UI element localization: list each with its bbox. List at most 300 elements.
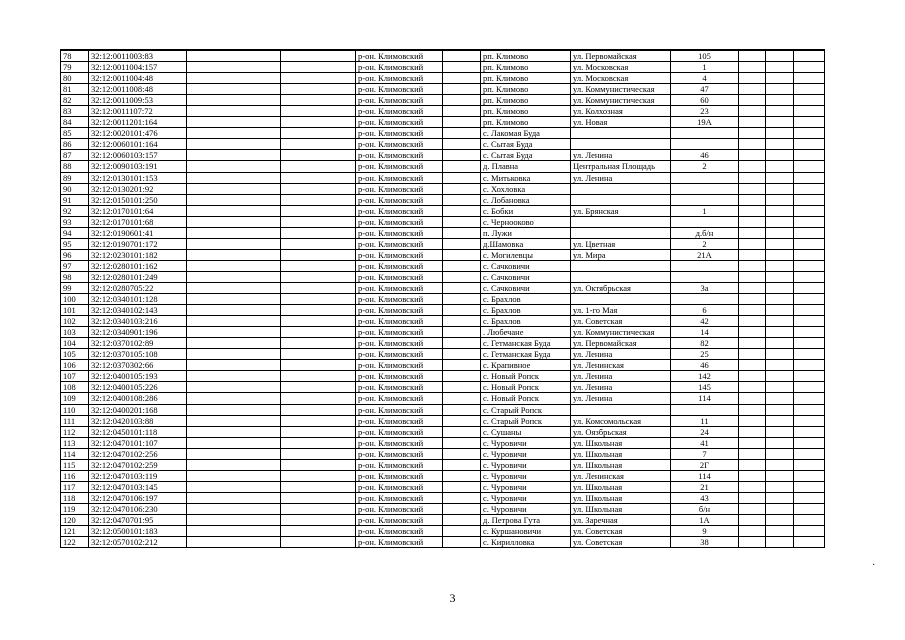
table-cell: 32:12:0011008:48 bbox=[89, 84, 187, 95]
table-cell: с. Новый Ропск bbox=[481, 382, 571, 393]
table-cell: 89 bbox=[61, 172, 89, 183]
table-cell: 103 bbox=[61, 327, 89, 338]
table-cell bbox=[794, 360, 825, 371]
table-cell bbox=[281, 316, 356, 327]
table-cell bbox=[794, 238, 825, 249]
table-cell: с. Старый Ропск bbox=[481, 404, 571, 415]
table-cell bbox=[187, 537, 281, 548]
table-cell: рп. Климово bbox=[481, 84, 571, 95]
table-cell: ул. 1-го Мая bbox=[571, 305, 671, 316]
table-cell bbox=[281, 249, 356, 260]
table-cell bbox=[281, 514, 356, 525]
table-cell: 42 bbox=[671, 316, 739, 327]
table-cell: 32:12:0450101:118 bbox=[89, 426, 187, 437]
table-cell bbox=[443, 194, 481, 205]
table-cell: ул. Советская bbox=[571, 316, 671, 327]
table-cell: 60 bbox=[671, 95, 739, 106]
table-cell bbox=[281, 128, 356, 139]
table-cell: р-он. Климовский bbox=[356, 470, 443, 481]
table-cell bbox=[281, 481, 356, 492]
table-cell bbox=[187, 448, 281, 459]
table-cell bbox=[187, 62, 281, 73]
table-cell bbox=[794, 327, 825, 338]
table-cell bbox=[739, 360, 766, 371]
table-cell: ул. Школьная bbox=[571, 481, 671, 492]
table-cell: ул. Цветная bbox=[571, 238, 671, 249]
table-cell bbox=[794, 503, 825, 514]
table-cell bbox=[281, 426, 356, 437]
table-cell bbox=[571, 183, 671, 194]
table-cell bbox=[794, 404, 825, 415]
table-cell: ул. Ленина bbox=[571, 349, 671, 360]
table-cell bbox=[794, 437, 825, 448]
table-row bbox=[61, 360, 825, 371]
table-cell bbox=[739, 459, 766, 470]
table-cell: 114 bbox=[61, 448, 89, 459]
table-cell: 32:12:0400201:168 bbox=[89, 404, 187, 415]
table-cell bbox=[739, 526, 766, 537]
table-cell bbox=[187, 316, 281, 327]
table-cell: 145 bbox=[671, 382, 739, 393]
table-cell: 19А bbox=[671, 117, 739, 128]
table-cell bbox=[739, 404, 766, 415]
table-cell: 32:12:0230101:182 bbox=[89, 249, 187, 260]
table-cell: с. Чуровичи bbox=[481, 503, 571, 514]
table-cell bbox=[739, 470, 766, 481]
table-cell bbox=[187, 338, 281, 349]
table-cell: 101 bbox=[61, 305, 89, 316]
table-cell bbox=[443, 526, 481, 537]
table-cell bbox=[443, 349, 481, 360]
table-cell bbox=[187, 526, 281, 537]
table-cell: р-он. Климовский bbox=[356, 249, 443, 260]
table-row bbox=[61, 327, 825, 338]
table-row bbox=[61, 294, 825, 305]
table-cell bbox=[739, 437, 766, 448]
table-cell: 47 bbox=[671, 84, 739, 95]
table-cell: 83 bbox=[61, 106, 89, 117]
table-row bbox=[61, 205, 825, 216]
table-cell: 14 bbox=[671, 327, 739, 338]
table-cell bbox=[443, 117, 481, 128]
table-cell: 88 bbox=[61, 161, 89, 172]
table-cell: д.б/н bbox=[671, 227, 739, 238]
table-cell: 82 bbox=[61, 95, 89, 106]
table-cell bbox=[794, 249, 825, 260]
table-cell: ул. Ленинская bbox=[571, 360, 671, 371]
table-cell: 82 bbox=[671, 338, 739, 349]
table-row bbox=[61, 514, 825, 525]
table-cell bbox=[794, 294, 825, 305]
table-cell bbox=[187, 481, 281, 492]
table-row bbox=[61, 481, 825, 492]
table-cell: 142 bbox=[671, 371, 739, 382]
table-cell bbox=[739, 415, 766, 426]
table-cell bbox=[671, 271, 739, 282]
table-cell bbox=[187, 50, 281, 62]
table-cell bbox=[671, 404, 739, 415]
table-cell bbox=[281, 371, 356, 382]
table-cell bbox=[794, 470, 825, 481]
table-cell bbox=[443, 415, 481, 426]
table-cell bbox=[766, 448, 794, 459]
table-cell bbox=[443, 128, 481, 139]
table-cell: 9 bbox=[671, 526, 739, 537]
table-cell bbox=[766, 393, 794, 404]
table-cell bbox=[766, 437, 794, 448]
table-row bbox=[61, 526, 825, 537]
table-cell: ул. Ленина bbox=[571, 172, 671, 183]
table-cell bbox=[766, 117, 794, 128]
table-cell bbox=[766, 294, 794, 305]
table-cell: 112 bbox=[61, 426, 89, 437]
table-cell bbox=[794, 338, 825, 349]
table-cell: д. Плавна bbox=[481, 161, 571, 172]
table-cell bbox=[739, 503, 766, 514]
table-cell bbox=[739, 216, 766, 227]
table-cell bbox=[443, 492, 481, 503]
table-cell bbox=[443, 371, 481, 382]
table-cell: ул. Школьная bbox=[571, 437, 671, 448]
table-cell: с. Чуровичи bbox=[481, 470, 571, 481]
table-cell bbox=[281, 382, 356, 393]
table-cell bbox=[671, 172, 739, 183]
table-cell: 93 bbox=[61, 216, 89, 227]
table-cell: с. Гетманская Буда bbox=[481, 338, 571, 349]
table-row bbox=[61, 371, 825, 382]
table-cell: 32:12:0130101:153 bbox=[89, 172, 187, 183]
table-cell: рп. Климово bbox=[481, 95, 571, 106]
scan-mark: · bbox=[872, 560, 876, 571]
table-cell: 117 bbox=[61, 481, 89, 492]
table-cell bbox=[794, 459, 825, 470]
table-cell: 32:12:0340102:143 bbox=[89, 305, 187, 316]
table-cell bbox=[766, 492, 794, 503]
table-cell: 6 bbox=[671, 305, 739, 316]
table-cell bbox=[794, 128, 825, 139]
table-cell bbox=[187, 260, 281, 271]
table-cell bbox=[794, 194, 825, 205]
table-cell: р-он. Климовский bbox=[356, 150, 443, 161]
table-cell bbox=[739, 161, 766, 172]
property-register-table bbox=[60, 49, 825, 548]
table-cell bbox=[281, 73, 356, 84]
table-cell: ул. Новая bbox=[571, 117, 671, 128]
table-cell bbox=[187, 139, 281, 150]
table-cell bbox=[187, 216, 281, 227]
table-cell bbox=[281, 327, 356, 338]
table-cell: рп. Климово bbox=[481, 106, 571, 117]
table-cell: Центральная Площадь bbox=[571, 161, 671, 172]
table-cell bbox=[766, 260, 794, 271]
table-cell: 109 bbox=[61, 393, 89, 404]
table-cell bbox=[766, 537, 794, 548]
table-cell: 111 bbox=[61, 415, 89, 426]
table-cell: 32:12:0400105:193 bbox=[89, 371, 187, 382]
table-cell bbox=[766, 382, 794, 393]
table-cell bbox=[739, 537, 766, 548]
table-cell: ул. Мира bbox=[571, 249, 671, 260]
table-cell bbox=[766, 62, 794, 73]
table-cell: ул. Ленинская bbox=[571, 470, 671, 481]
table-cell: ул. Оязбрьская bbox=[571, 426, 671, 437]
table-cell: 1 bbox=[671, 62, 739, 73]
table-row bbox=[61, 150, 825, 161]
table-cell: 32:12:0280705:22 bbox=[89, 282, 187, 293]
table-cell bbox=[281, 139, 356, 150]
table-row bbox=[61, 139, 825, 150]
table-cell: 113 bbox=[61, 437, 89, 448]
table-cell bbox=[766, 194, 794, 205]
table-row bbox=[61, 73, 825, 84]
table-cell bbox=[187, 371, 281, 382]
table-cell: с. Сачковичи bbox=[481, 282, 571, 293]
table-cell bbox=[443, 470, 481, 481]
table-cell: с. Сытая Буда bbox=[481, 150, 571, 161]
table-cell bbox=[739, 194, 766, 205]
table-row bbox=[61, 172, 825, 183]
table-row bbox=[61, 216, 825, 227]
table-cell: 102 bbox=[61, 316, 89, 327]
table-cell bbox=[794, 172, 825, 183]
table-cell bbox=[187, 194, 281, 205]
table-cell bbox=[281, 294, 356, 305]
table-cell bbox=[443, 382, 481, 393]
table-cell bbox=[794, 393, 825, 404]
table-cell bbox=[281, 62, 356, 73]
table-cell bbox=[794, 227, 825, 238]
table-cell: д.Шамовка bbox=[481, 238, 571, 249]
table-cell bbox=[739, 62, 766, 73]
table-cell bbox=[766, 73, 794, 84]
table-row bbox=[61, 282, 825, 293]
table-cell: 23 bbox=[671, 106, 739, 117]
table-cell bbox=[443, 62, 481, 73]
table-cell bbox=[187, 106, 281, 117]
table-cell bbox=[766, 106, 794, 117]
table-cell bbox=[281, 205, 356, 216]
table-cell: рп. Климово bbox=[481, 117, 571, 128]
table-cell bbox=[794, 95, 825, 106]
table-cell bbox=[739, 514, 766, 525]
table-row bbox=[61, 393, 825, 404]
table-cell bbox=[739, 426, 766, 437]
table-cell: с. Митьковка bbox=[481, 172, 571, 183]
table-cell bbox=[739, 371, 766, 382]
table-cell bbox=[187, 249, 281, 260]
table-cell bbox=[571, 128, 671, 139]
table-cell bbox=[187, 492, 281, 503]
table-row bbox=[61, 415, 825, 426]
table-row bbox=[61, 448, 825, 459]
table-cell bbox=[281, 117, 356, 128]
table-cell: р-он. Климовский bbox=[356, 161, 443, 172]
table-cell bbox=[766, 139, 794, 150]
table-cell: с. Крапивное bbox=[481, 360, 571, 371]
table-cell bbox=[443, 249, 481, 260]
table-cell: с. Куршановичи bbox=[481, 526, 571, 537]
table-cell: р-он. Климовский bbox=[356, 294, 443, 305]
table-cell: р-он. Климовский bbox=[356, 338, 443, 349]
table-cell: 98 bbox=[61, 271, 89, 282]
table-cell bbox=[766, 338, 794, 349]
table-cell bbox=[739, 50, 766, 62]
table-cell bbox=[443, 437, 481, 448]
table-cell bbox=[443, 426, 481, 437]
table-cell: 41 bbox=[671, 437, 739, 448]
table-cell: 11 bbox=[671, 415, 739, 426]
table-cell bbox=[766, 305, 794, 316]
table-cell bbox=[443, 161, 481, 172]
table-cell: ул. Первомайская bbox=[571, 50, 671, 62]
table-cell: 32:12:0011009:53 bbox=[89, 95, 187, 106]
table-cell bbox=[187, 172, 281, 183]
table-cell: 46 bbox=[671, 360, 739, 371]
table-cell bbox=[571, 194, 671, 205]
table-cell bbox=[766, 216, 794, 227]
table-cell bbox=[766, 526, 794, 537]
table-cell bbox=[443, 260, 481, 271]
table-cell: с. Кирилловка bbox=[481, 537, 571, 548]
table-cell: 32:12:0470101:107 bbox=[89, 437, 187, 448]
table-cell: 122 bbox=[61, 537, 89, 548]
table-row bbox=[61, 437, 825, 448]
table-cell bbox=[766, 249, 794, 260]
table-cell: 32:12:0280101:249 bbox=[89, 271, 187, 282]
table-cell: 32:12:0011201:164 bbox=[89, 117, 187, 128]
table-cell bbox=[794, 161, 825, 172]
table-cell bbox=[671, 128, 739, 139]
table-cell bbox=[187, 426, 281, 437]
table-row bbox=[61, 492, 825, 503]
table-cell bbox=[794, 117, 825, 128]
table-cell: р-он. Климовский bbox=[356, 492, 443, 503]
table-cell bbox=[671, 139, 739, 150]
table-cell: ул. Ленина bbox=[571, 150, 671, 161]
table-cell: р-он. Климовский bbox=[356, 415, 443, 426]
table-cell bbox=[766, 327, 794, 338]
table-cell bbox=[187, 305, 281, 316]
table-cell bbox=[281, 415, 356, 426]
table-cell bbox=[794, 426, 825, 437]
table-cell: с. Чуровичи bbox=[481, 437, 571, 448]
table-cell: 32:12:0420103:88 bbox=[89, 415, 187, 426]
table-cell bbox=[739, 393, 766, 404]
table-cell bbox=[281, 537, 356, 548]
table-cell bbox=[794, 316, 825, 327]
table-cell: рп. Климово bbox=[481, 62, 571, 73]
table-cell: 32:12:0020101:476 bbox=[89, 128, 187, 139]
table-cell: 32:12:0340103:216 bbox=[89, 316, 187, 327]
table-cell bbox=[187, 227, 281, 238]
table-cell: ул. Ленина bbox=[571, 382, 671, 393]
table-cell bbox=[281, 349, 356, 360]
table-cell: 32:12:0470102:259 bbox=[89, 459, 187, 470]
table-cell bbox=[281, 95, 356, 106]
table-cell: р-он. Климовский bbox=[356, 106, 443, 117]
table-cell: р-он. Климовский bbox=[356, 437, 443, 448]
table-cell: 32:12:0470701:95 bbox=[89, 514, 187, 525]
table-cell: р-он. Климовский bbox=[356, 393, 443, 404]
table-cell bbox=[187, 382, 281, 393]
table-cell bbox=[766, 503, 794, 514]
table-cell bbox=[443, 481, 481, 492]
table-cell bbox=[443, 514, 481, 525]
table-cell: 100 bbox=[61, 294, 89, 305]
table-cell bbox=[443, 216, 481, 227]
table-cell bbox=[443, 327, 481, 338]
table-cell bbox=[794, 106, 825, 117]
table-cell: 7 bbox=[671, 448, 739, 459]
table-cell: 78 bbox=[61, 50, 89, 62]
table-cell bbox=[794, 349, 825, 360]
table-cell: с. Старый Ропск bbox=[481, 415, 571, 426]
table-cell bbox=[281, 503, 356, 514]
table-cell: 105 bbox=[61, 349, 89, 360]
table-cell: 32:12:0570102:212 bbox=[89, 537, 187, 548]
table-cell bbox=[187, 514, 281, 525]
table-cell bbox=[794, 260, 825, 271]
table-cell bbox=[443, 183, 481, 194]
table-cell bbox=[739, 349, 766, 360]
table-row bbox=[61, 459, 825, 470]
table-cell: 84 bbox=[61, 117, 89, 128]
table-cell: 85 bbox=[61, 128, 89, 139]
table-cell: с. Брахлов bbox=[481, 305, 571, 316]
table-cell bbox=[187, 271, 281, 282]
table-cell bbox=[766, 205, 794, 216]
table-cell bbox=[766, 128, 794, 139]
table-cell: 32:12:0470103:119 bbox=[89, 470, 187, 481]
table-cell bbox=[187, 459, 281, 470]
table-cell: р-он. Климовский bbox=[356, 459, 443, 470]
table-cell: с. Сачковичи bbox=[481, 260, 571, 271]
table-cell: ул. Советская bbox=[571, 526, 671, 537]
table-cell bbox=[739, 128, 766, 139]
table-cell: ул. Ленина bbox=[571, 393, 671, 404]
table-cell bbox=[281, 448, 356, 459]
table-cell: . Любечане bbox=[481, 327, 571, 338]
table-cell: с. Сачковичи bbox=[481, 271, 571, 282]
table-cell: 32:12:0090103:191 bbox=[89, 161, 187, 172]
table-cell: 32:12:0400108:286 bbox=[89, 393, 187, 404]
table-cell: р-он. Климовский bbox=[356, 205, 443, 216]
table-cell bbox=[739, 106, 766, 117]
table-cell: ул. Заречная bbox=[571, 514, 671, 525]
table-cell bbox=[187, 503, 281, 514]
table-cell: 32:12:0470106:197 bbox=[89, 492, 187, 503]
table-cell bbox=[794, 537, 825, 548]
table-row bbox=[61, 382, 825, 393]
table-cell bbox=[281, 360, 356, 371]
table-cell bbox=[281, 393, 356, 404]
table-cell bbox=[281, 459, 356, 470]
table-cell bbox=[443, 238, 481, 249]
table-cell bbox=[281, 271, 356, 282]
table-cell: 32:12:0370102:89 bbox=[89, 338, 187, 349]
table-cell bbox=[739, 117, 766, 128]
table-cell bbox=[187, 150, 281, 161]
table-cell: ул. Московская bbox=[571, 73, 671, 84]
table-cell bbox=[739, 305, 766, 316]
table-cell bbox=[281, 161, 356, 172]
table-cell bbox=[739, 327, 766, 338]
table-cell: 1А bbox=[671, 514, 739, 525]
table-cell bbox=[671, 260, 739, 271]
table-cell bbox=[766, 349, 794, 360]
table-cell bbox=[571, 294, 671, 305]
table-cell: с. Гетманская Буда bbox=[481, 349, 571, 360]
